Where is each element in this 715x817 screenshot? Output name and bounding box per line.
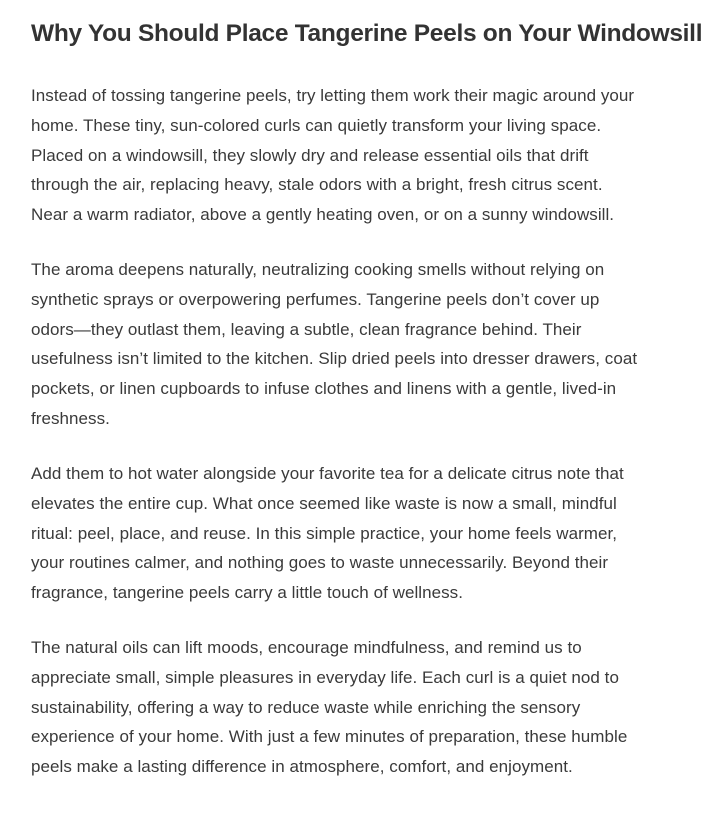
article-paragraph bbox=[31, 81, 634, 230]
paragraph-line: synthetic sprays or overpowering perfumes. Tangerine peels don’t cover up bbox=[31, 289, 600, 309]
article-paragraph bbox=[31, 459, 624, 608]
article-title: Why You Should Place Tangerine Peels on Your Windowsill bbox=[31, 20, 703, 47]
paragraph-line: Instead of tossing tangerine peels, try letting them work their magic around your bbox=[31, 86, 635, 105]
paragraph-line: peels make a lasting difference in atmosphere, comfort, and enjoyment. bbox=[31, 757, 573, 777]
paragraph-line: The natural oils can lift moods, encourage mindfulness, and remind us to bbox=[31, 638, 582, 657]
article bbox=[31, 0, 703, 777]
article-paragraph bbox=[31, 633, 627, 782]
paragraph-line: appreciate small, simple pleasures in everyday life. Each curl is a quiet nod to bbox=[31, 667, 619, 687]
paragraph-line: through the air, replacing heavy, stale odors with a bright, fresh citrus scent. bbox=[31, 175, 603, 195]
article-paragraph bbox=[31, 255, 637, 434]
paragraph-line: sustainability, offering a way to reduce waste while enriching the sensory bbox=[31, 697, 581, 717]
paragraph-line: fragrance, tangerine peels carry a little touch of wellness. bbox=[31, 583, 464, 603]
paragraph-line: pockets, or linen cupboards to infuse clothes and linens with a gentle, lived-in bbox=[31, 379, 617, 399]
paragraph-line: elevates the entire cup. What once seemed like waste is now a small, mindful bbox=[31, 493, 617, 513]
paragraph-line: Placed on a windowsill, they slowly dry and release essential oils that drift bbox=[31, 145, 589, 165]
paragraph-line: your routines calmer, and nothing goes to waste unnecessarily. Beyond their bbox=[31, 553, 609, 573]
paragraph-line: ritual: peel, place, and reuse. In this simple practice, your home feels warmer, bbox=[31, 523, 618, 543]
paragraph-line: home. These tiny, sun-colored curls can quietly transform your living space. bbox=[31, 115, 602, 135]
paragraph-line: The aroma deepens naturally, neutralizing cooking smells without relying on bbox=[31, 260, 605, 279]
paragraph-line: odors—they outlast them, leaving a subtle, clean fragrance behind. Their bbox=[31, 319, 582, 339]
paragraph-line: Near a warm radiator, above a gently heating oven, or on a sunny windowsill. bbox=[31, 205, 615, 225]
paragraph-line: Add them to hot water alongside your favorite tea for a delicate citrus note that bbox=[31, 464, 624, 483]
paragraph-line: usefulness isn’t limited to the kitchen. Slip dried peels into dresser drawers, coat bbox=[31, 349, 638, 369]
paragraph-line: experience of your home. With just a few minutes of preparation, these humble bbox=[31, 727, 628, 747]
paragraph-line: freshness. bbox=[31, 408, 110, 428]
